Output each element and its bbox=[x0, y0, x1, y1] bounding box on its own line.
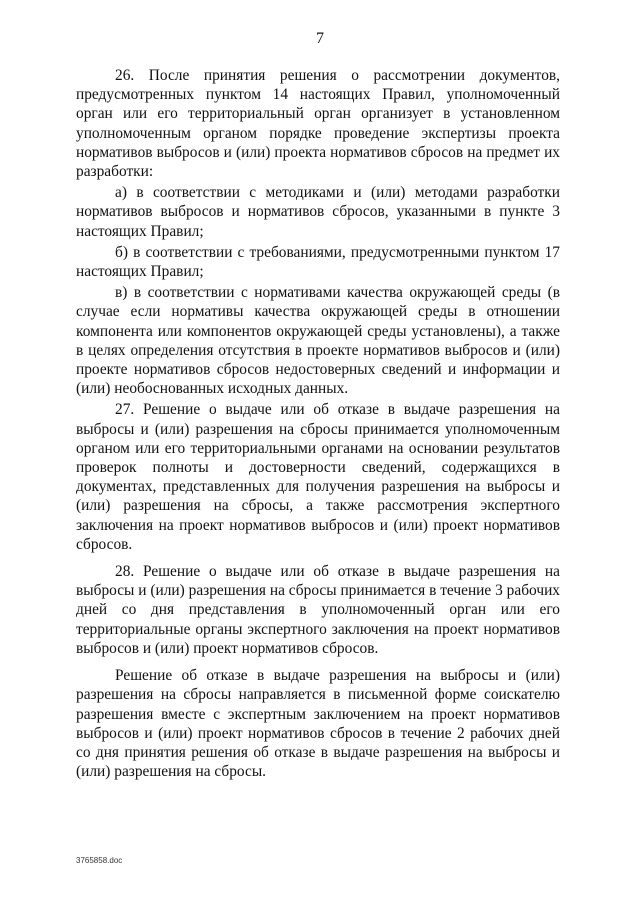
paragraph-26: 26. После принятия решения о рассмотрении документов, предусмотренных пунктом 14 настоящих Правил, уполномоченный орган или его территориальный орган организует в установленном уполномоченным органом порядке проведение экспертизы проекта нормативов выбросов и (или) проекта нормативов сбросов на предмет их разработки: bbox=[76, 67, 560, 181]
paragraph-26-item-a: а) в соответствии с методиками и (или) методами разработки нормативов выбросов и нормативов сбросов, указанными в пункте 3 настоящих Правил; bbox=[76, 184, 560, 240]
document-filename: 3765858.doc bbox=[76, 856, 123, 865]
paragraph-27: 27. Решение о выдаче или об отказе в выдаче разрешения на выбросы и (или) разрешения на сбросы принимается уполномоченным органом или его территориальными органами на основании результатов проверок полноты и достоверности сведений, содержащихся в документах, представленных для получения разрешения на выбросы и (или) разрешения на сбросы, а также рассмотрения экспертного заключения на проект нормативов выбросов и (или) проект нормативов сбросов. bbox=[76, 401, 560, 553]
paragraph-26-item-b: б) в соответствии с требованиями, предусмотренными пунктом 17 настоящих Правил; bbox=[76, 243, 560, 281]
page-number: 7 bbox=[316, 30, 324, 47]
document-body bbox=[76, 66, 560, 783]
paragraph-26-item-v: в) в соответствии с нормативами качества окружающей среды (в случае если нормативы качества окружающей среды в отношении компонента или компонентов окружающей среды установлены), а также в целях определения отсутствия в проекте нормативов выбросов и (или) проекте нормативов сбросов недостоверных сведений и информации и (или) необоснованных исходных данных. bbox=[76, 284, 560, 398]
paragraph-28: 28. Решение о выдаче или об отказе в выдаче разрешения на выбросы и (или) разрешения на сбросы принимается в течение 3 рабочих дней со дня представления в уполномоченный орган или его территориальные органы экспертного заключения на проект нормативов выбросов и (или) проект нормативов сбросов. bbox=[76, 563, 560, 657]
paragraph-28-refusal: Решение об отказе в выдаче разрешения на выбросы и (или) разрешения на сбросы направляется в письменной форме соискателю разрешения вместе с экспертным заключением на проект нормативов выбросов и (или) проект нормативов сбросов в течение 2 рабочих дней со дня принятия решения об отказе в выдаче разрешения на выбросы и (или) разрешения на сбросы. bbox=[76, 667, 560, 781]
